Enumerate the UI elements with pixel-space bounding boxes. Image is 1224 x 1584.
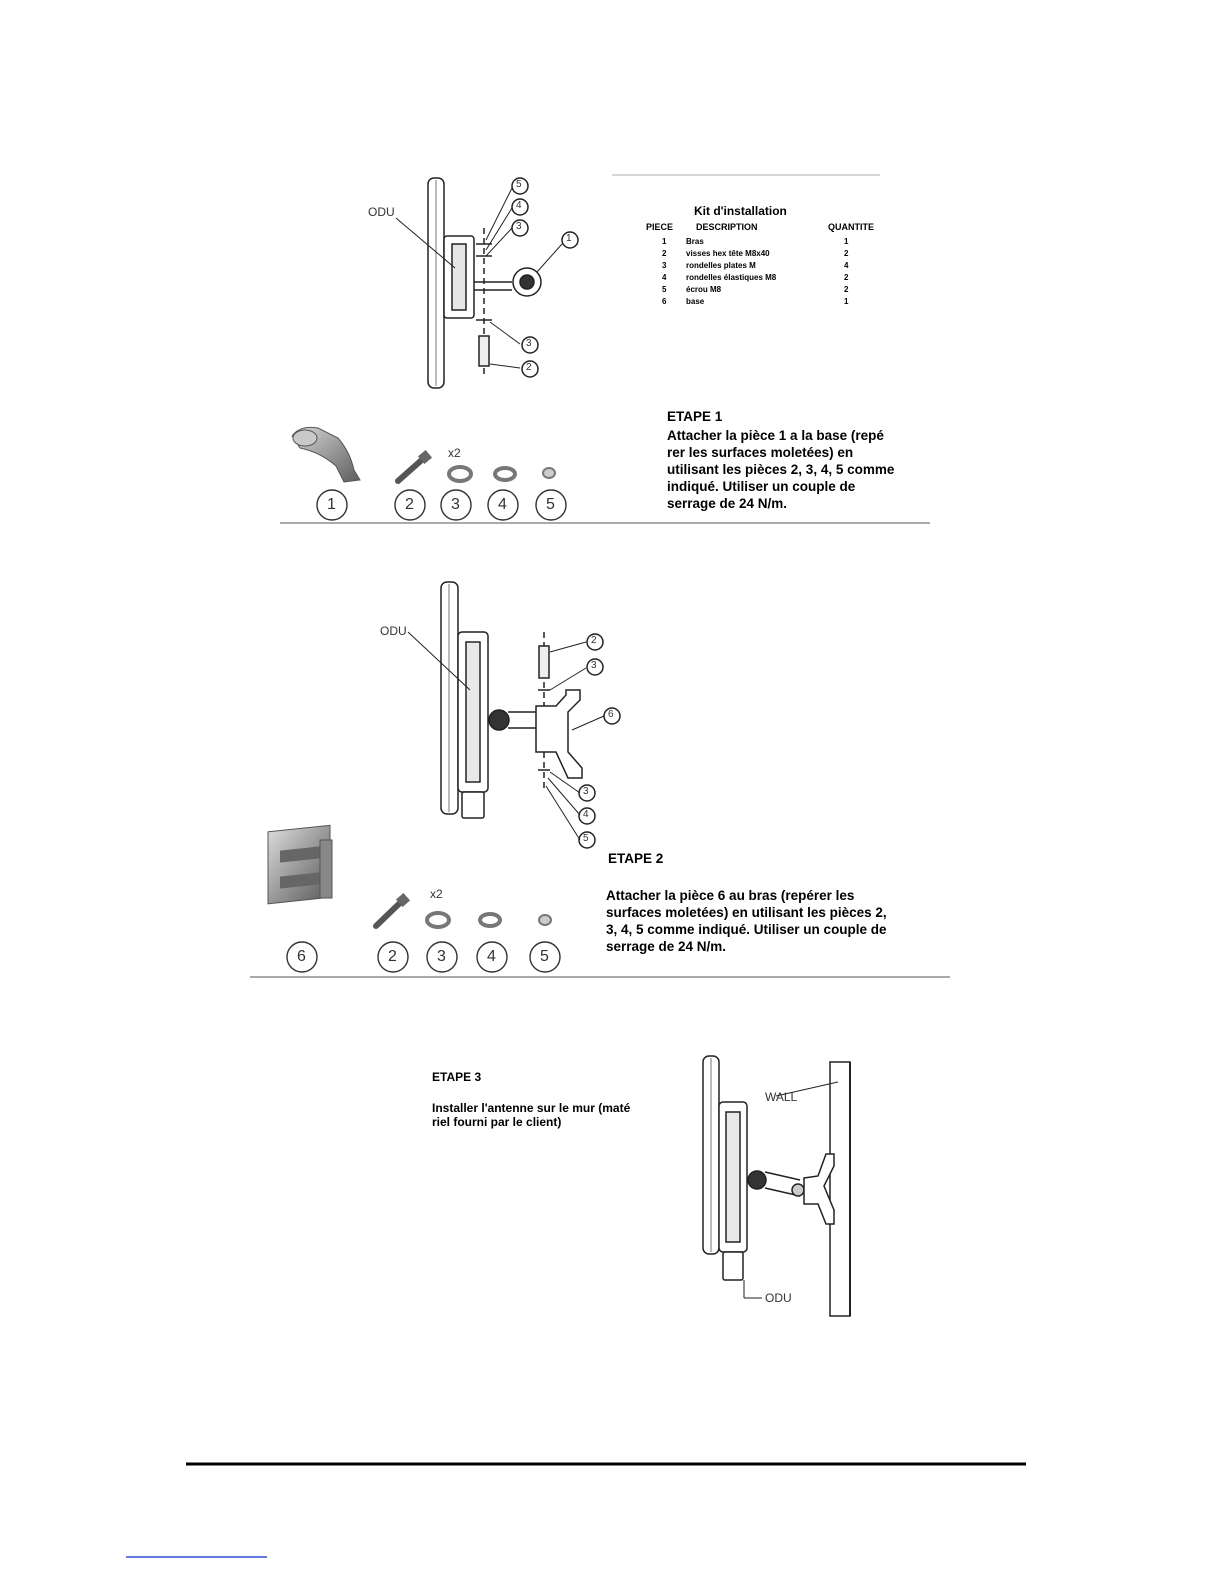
step1-callout: 2 <box>526 362 532 373</box>
step2-callout: 2 <box>591 635 597 646</box>
kit-row-description: Bras <box>686 237 704 246</box>
step2-part-number: 3 <box>437 948 446 965</box>
step2-parts-row <box>268 825 560 972</box>
step2-line: 3, 4, 5 comme indiqué. Utiliser un couple de <box>606 922 887 937</box>
kit-row-quantity: 1 <box>844 297 849 306</box>
step1-callout: 5 <box>516 179 522 190</box>
step2-callout: 3 <box>591 660 597 671</box>
kit-header-piece: PIECE <box>646 222 674 232</box>
kit-row-quantity: 4 <box>844 261 849 270</box>
kit-row-description: rondelles plates M <box>686 261 756 270</box>
wall <box>830 1062 850 1316</box>
nut-image <box>539 915 551 925</box>
step1-part-number: 2 <box>405 496 414 513</box>
step2-line: Attacher la pièce 6 au bras (repérer les <box>606 888 855 903</box>
step3-line: Installer l'antenne sur le mur (maté <box>432 1101 631 1115</box>
step1-callout: 4 <box>516 200 522 211</box>
kit-row-quantity: 2 <box>844 273 849 282</box>
step1-line: Attacher la pièce 1 a la base (repé <box>667 428 884 443</box>
step1-assembly-drawing <box>396 178 578 388</box>
step1-part-number: 4 <box>498 496 507 513</box>
flat-washer-image <box>449 467 471 481</box>
step1-part-number: 1 <box>327 496 336 513</box>
kit-row-description: écrou M8 <box>686 285 722 294</box>
step2-part-number: 5 <box>540 948 549 965</box>
step2-title: ETAPE 2 <box>608 851 664 866</box>
step2-part-number: 6 <box>297 948 306 965</box>
bolt-part-image <box>376 901 402 926</box>
kit-row-quantity: 1 <box>844 237 849 246</box>
step1-title: ETAPE 1 <box>667 409 723 424</box>
kit-row-piece: 6 <box>662 297 667 306</box>
flat-washer-image <box>427 913 449 927</box>
step1-part-number: 3 <box>451 496 460 513</box>
step1-callout: 1 <box>566 233 572 244</box>
kit-row-piece: 2 <box>662 249 667 258</box>
step1-line: utilisant les pièces 2, 3, 4, 5 comme <box>667 462 895 477</box>
kit-row-piece: 5 <box>662 285 667 294</box>
step2-callout: 6 <box>608 709 614 720</box>
step2-callout: 5 <box>583 833 589 844</box>
step2-callout: 4 <box>583 809 589 820</box>
kit-row-piece: 4 <box>662 273 667 282</box>
step1-line: rer les surfaces moletées) en <box>667 445 854 460</box>
bolt-part-image <box>398 458 424 481</box>
spring-washer-image <box>480 914 500 926</box>
kit-row-description: visses hex tête M8x40 <box>686 249 770 258</box>
kit-header-description: DESCRIPTION <box>696 222 758 232</box>
step2-odu-label: ODU <box>380 624 407 638</box>
step3-wall-label: WALL <box>765 1090 798 1104</box>
kit-title: Kit d'installation <box>694 204 787 218</box>
kit-row-quantity: 2 <box>844 249 849 258</box>
step2-line: serrage de 24 N/m. <box>606 939 727 954</box>
step2-callout: 3 <box>583 786 589 797</box>
base-part-image <box>268 825 332 904</box>
step1-line: serrage de 24 N/m. <box>667 496 788 511</box>
step1-callout: 3 <box>516 221 522 232</box>
step3-title: ETAPE 3 <box>432 1070 482 1084</box>
kit-row-quantity: 2 <box>844 285 849 294</box>
step1-odu-label: ODU <box>368 205 395 219</box>
step2-multiplier: x2 <box>430 887 443 901</box>
kit-header-quantity: QUANTITE <box>828 222 874 232</box>
kit-row-piece: 3 <box>662 261 667 270</box>
kit-row-description: rondelles élastiques M8 <box>686 273 777 282</box>
step1-line: indiqué. Utiliser un couple de <box>667 479 856 494</box>
kit-row-description: base <box>686 297 705 306</box>
step2-part-number: 2 <box>388 948 397 965</box>
step2-part-number: 4 <box>487 948 496 965</box>
step1-callout: 3 <box>526 338 532 349</box>
step1-part-number: 5 <box>546 496 555 513</box>
step3-odu-label: ODU <box>765 1291 792 1305</box>
nut-image <box>543 468 555 478</box>
step3-line: riel fourni par le client) <box>432 1115 562 1129</box>
step2-line: surfaces moletées) en utilisant les pièces 2, <box>606 905 887 920</box>
step1-multiplier: x2 <box>448 446 461 460</box>
spring-washer-image <box>495 468 515 480</box>
kit-row-piece: 1 <box>662 237 667 246</box>
